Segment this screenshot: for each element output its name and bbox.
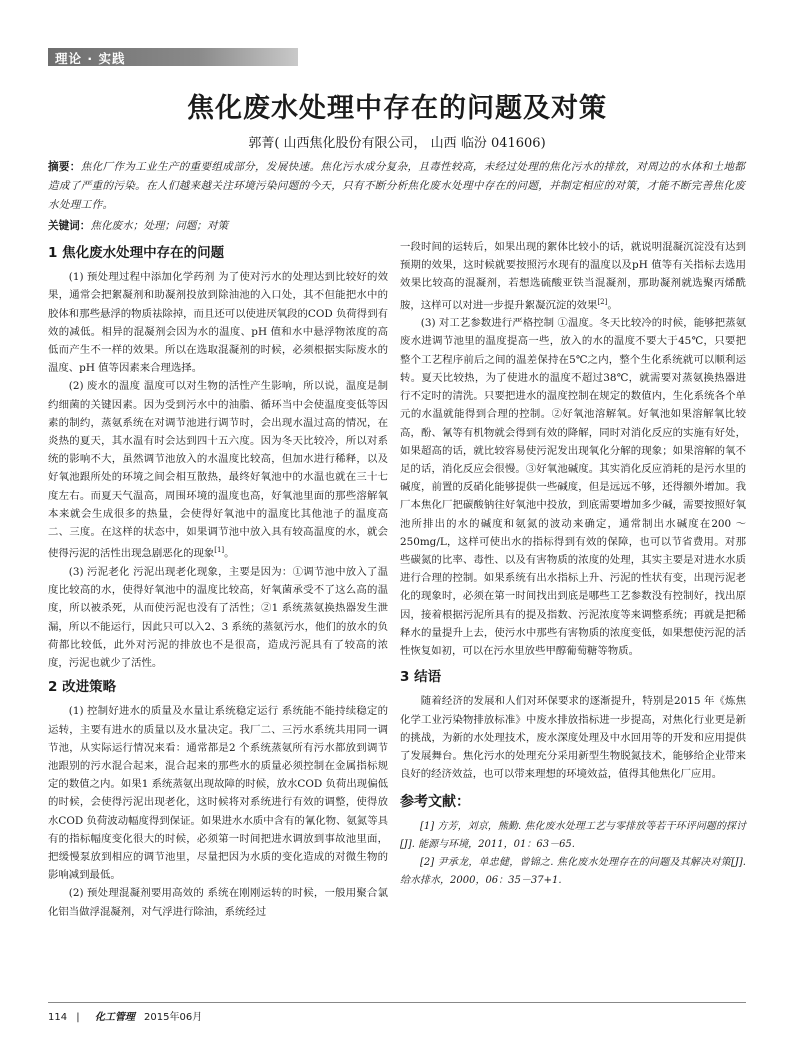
abstract: [48, 158, 746, 215]
journal-name: 化工管理: [94, 1012, 135, 1023]
footer-separator: |: [76, 1012, 80, 1023]
footer-divider: [48, 1002, 746, 1003]
page-number: 114: [48, 1012, 68, 1023]
citation: [2]: [597, 297, 608, 306]
section-tag-label: 理论 · 实践: [55, 51, 126, 66]
reference-item: [2] 尹承龙，单忠健，曾锦之. 焦化废水处理存在的问题及其解决对策[J]. 给水排水，2000，06：35－37+1.: [400, 856, 746, 886]
section-heading-2: 2 改进策略: [48, 679, 117, 696]
paragraph-text: (2) 废水的温度 温度可以对生物的活性产生影响，所以说，温度是制约细菌的关键因素。因为受到污水中的油脂、循环当中会使温度变低等因素的制约，蒸氨系统在对调节池进行调节时，会出现水温过高的情况，在炎热的夏天，其水温有时会达到四十五六度。因为冬天比较冷，所以对系统的影响不大，虽然调节池放入的水温度比较高，但加水进行稀释，以及好氧池跟所处的环境之间会相互散热，最终好氧池中的水温也就在三十七度左右。而夏天气温高，周围环境的温度也高，好氧池里面的那些溶解氧本来就会生成很多的热量，会使得好氧池中的温度比其他池子的温度高二、三度。在这样的状态中，如果调节池中放入具有较高温度的水，就会使得污泥的活性出现急剧恶化的现象: [48, 380, 388, 560]
paragraph-text: 一段时间的运转后，如果出现的絮体比较小的话，就说明混凝沉淀没有达到预期的效果，这时候就要按照污水现有的温度以及pH 值等有关指标去选用效果比较高的混凝剂，若想选硫酸亚铁当混凝剂，那助凝剂就选聚丙烯酰胺，这样可以对进一步提升絮凝沉淀的效果: [400, 241, 746, 312]
paragraph: (1) 控制好进水的质量及水量让系统稳定运行 系统能不能持续稳定的运转，主要有进水的质量以及水量决定。我厂二、三污水系统共用同一调节池，从实际运行情况来看：通常都是2 个系统蒸氨所有污水都放到调节池跟别的污水混合起来，混合起来的那些水的质量必须控制在金属指标规定的数值之内。如果1 系统蒸氨出现故障的时候，放水COD 负荷出现偏低的时候，会使得污泥出现老化，这时候将对系统进行有效的调整，使得放水COD 负荷波动幅度得到保证。如果进水水质中含有的氰化物、氨氮等具有的指标幅度变化很大的时候，必须第一时间把进水调放到事故池里面，把缓慢泵放到相应的调节池里，尽量把因为水质的变化造成的对微生物的影响减到最低。: [48, 705, 388, 882]
section-heading-3: 3 结语: [400, 669, 442, 686]
right-column: [400, 238, 746, 890]
paragraph: (2) 废水的温度 温度可以对生物的活性产生影响，所以说，温度是制约细菌的关键因素。因为受到污水中的油脂、循环当中会使温度变低等因素的制约，蒸氨系统在对调节池进行调节时，会出现水温过高的情况，在炎热的夏天，其水温有时会达到四十五六度。因为冬天比较冷，所以对系统的影响不大，虽然调节池放入的水温度比较高，但加水进行稀释，以及好氧池跟所处的环境之间会相互散热，最终好氧池中的水温也就在三十七度左右。而夏天气温高，周围环境的温度也高，好氧池里面的那些溶解氧本来就会生成很多的热量，会使得好氧池中的温度比其他池子的温度高二、三度。在这样的状态中，如果调节池中放入具有较高温度的水，就会使得污泥的活性出现急剧恶化的现象[1]。: [48, 380, 388, 560]
section-tag: [48, 48, 298, 66]
references-heading: 参考文献：: [400, 794, 470, 811]
keywords-text: 焦化废水；处理；问题；对策: [90, 220, 229, 232]
keywords: [48, 217, 746, 236]
article-title: 焦化废水处理中存在的问题及对策: [187, 93, 607, 124]
abstract-label: 摘要：: [48, 161, 81, 173]
paragraph: (3) 对工艺参数进行严格控制 ①温度。冬天比较冷的时候，能够把蒸氨废水进调节池里的温度提高一些，放入的水的温度不要大于45℃，只要把整个工艺程序前后之间的温差保持在5℃之内，整个生化系统就可以顺利运转。夏天比较热，为了使进水的温度不超过38℃，就需要对蒸氨换热器进行不定时的清洗。只要把进水的温度控制在规定的数值内，生化系统各个单元的水温就能得到合理的控制。②好氧池溶解氧。好氧池如果溶解氧比较高，酚、氰等有机物就会得到有效的降解，同时对消化反应的实施有好处，如果超高的话，就比较容易使污泥发出现氧化分解的现象；如果溶解的氧不足的话，消化反应会很慢。③好氧池碱度。其实消化反应消耗的是污水里的碱度，前置的反硝化能够提供一些碱度，但是远远不够，还得额外增加。我厂本焦化厂把碳酸钠往好氧池中投放，到底需要增加多少碱，需要按照好氧池所排出的水的碱度和氨氮的波动来确定，通常制出水碱度在200 ～250mg/L，这样可使出水的指标得到有效的保障，也可以节省费用。对那些碳氮的比率、毒性、以及有害物质的浓度的处理，其实主要是对进水水质进行合理的控制。如果系统有出水指标上升、污泥的性状有变，出现污泥老化的现象时，必须在第一时间找出到底是哪些工艺参数没有控制好，找出原因，接着根据污泥所具有的提及指数、污泥浓度等来调整系统；再就是把稀释水的量提升上去，使污水中那些有害物质的浓度变低，如果想使污泥的活性恢复如初，可以在污水里放些甲醇葡萄糖等物质。: [400, 317, 746, 657]
section-heading-1: 1 焦化废水处理中存在的问题: [48, 245, 225, 261]
reference-item: [1] 方芳，刘京，熊勤. 焦化废水处理工艺与零排放等若干环评问题的探讨[J]. 能源与环境，2011，01：63－65.: [400, 820, 746, 850]
paragraph: 一段时间的运转后，如果出现的絮体比较小的话，就说明混凝沉淀没有达到预期的效果，这时候就要按照污水现有的温度以及pH 值等有关指标去选用效果比较高的混凝剂，若想选硫酸亚铁当混凝剂，那助凝剂就选聚丙烯酰胺，这样可以对进一步提升絮凝沉淀的效果[2]。: [400, 241, 746, 312]
author-line: 郭菁( 山西焦化股份有限公司， 山西 临汾 041606): [248, 136, 546, 151]
paragraph: (3) 污泥老化 污泥出现老化现象，主要是因为：①调节池中放入了温度比较高的水，使得好氧池中的温度比较高，好氧菌承受不了这么高的温度，所以被杀死，从而使污泥也没有了活性；②1 系统蒸氨换热器发生泄漏，所以不能运行，因此只可以入2、3 系统的蒸氨污水，他们的放水的负荷都比较低，此外对污泥的排放也不是很高，造成污泥具有了较高的浓度，污泥也就少了活性。: [48, 565, 388, 669]
citation: [1]: [214, 546, 225, 555]
page-footer: [48, 1008, 202, 1023]
issue-date: 2015年06月: [144, 1012, 203, 1023]
paragraph: 随着经济的发展和人们对环保要求的逐渐提升，特别是2015 年《炼焦化学工业污染物排放标准》中废水排放指标进一步提高，对焦化行业更是新的挑战，为新的水处理技术，废水深度处理及中水回用等的开发和应用提供了发展舞台。焦化污水的处理充分采用新型生物脱氮技术，能够给企业带来良好的经济效益，也可以带来理想的环境效益，值得其他焦化厂应用。: [400, 695, 746, 781]
keywords-label: 关键词：: [48, 220, 91, 232]
left-column: [48, 244, 388, 921]
paragraph: (2) 预处理混凝剂要用高效的 系统在刚刚运转的时候，一般用聚合氯化铝当做浮混凝剂，对气浮进行除油，系统经过: [48, 887, 388, 918]
paragraph: (1) 预处理过程中添加化学药剂 为了使对污水的处理达到比较好的效果，通常会把絮凝剂和助凝剂投放到除油池的入口处，其不但能把水中的胶体和那些悬浮的物质祛除掉，而且还可以使进厌氧段的COD 负荷得到有效的减低。相异的混凝剂会因为水的温度、pH 值和水中悬浮物浓度的高低而产生不一样的效果。所以在选取混凝剂的时候，必须根据实际废水的温度、pH 值等因素来合理选择。: [48, 271, 388, 375]
abstract-text: 焦化厂作为工业生产的重要组成部分，发展快速。焦化污水成分复杂，且毒性较高，未经过处理的焦化污水的排放，对周边的水体和土地都造成了严重的污染。在人们越来越关注环境污染问题的今天，只有不断分析焦化废水处理中存在的问题，并制定相应的对策，才能不断完善焦化废水处理工作。: [48, 161, 746, 211]
